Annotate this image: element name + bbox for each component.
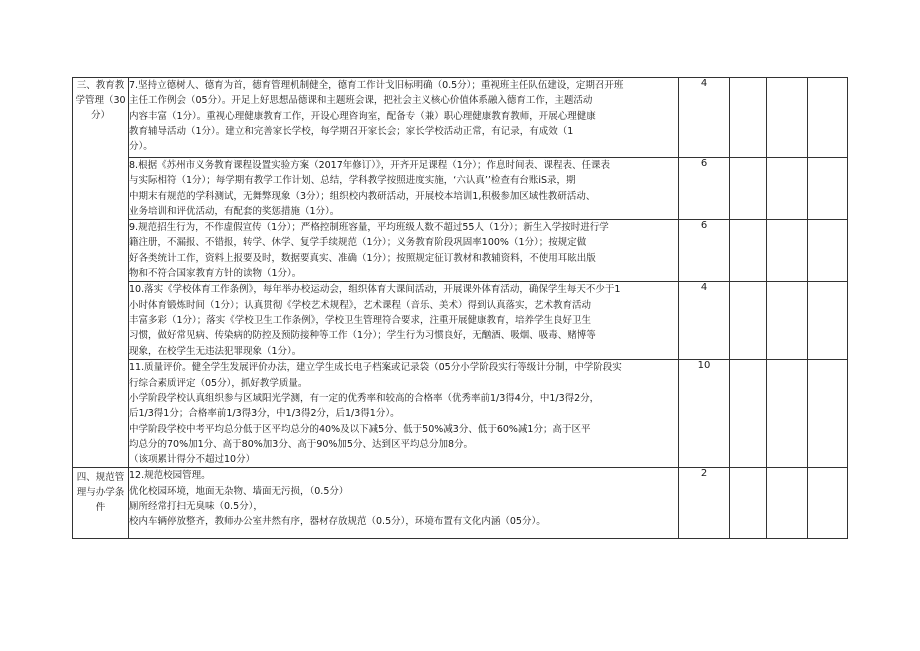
criteria-line: 现象，在校学生无违法犯罪现象（1分）。 — [129, 345, 302, 357]
criteria-line: 物和不符合国家教育方针的读物（1分）。 — [129, 268, 302, 280]
criteria-line: 优化校园环境，地面无杂物、墙面无污损，（0.5分） — [129, 485, 349, 497]
criteria-cell — [129, 282, 679, 360]
criteria-line: （该项累计得分不超过10分） — [129, 454, 256, 466]
blank-cell-1 — [730, 468, 767, 539]
criteria-line: 内容丰富（1分）。重视心理健康教育工作，开设心理咨询室，配备专（兼）职心理健康教育教师，开展心理健康 — [129, 110, 596, 122]
criteria-line: 分）。 — [129, 141, 153, 153]
criteria-line: 后1/3得1分；合格率前1/3得3分，中1/3得2分，后1/3得1分）。 — [129, 408, 400, 420]
criteria-line: 9.规范招生行为，不作虚假宣传（1分）；严格控制班容量，平均班级人数不超过55人（1分）；新生入学按时进行学 — [129, 222, 609, 234]
criteria-line: 籍注册，不漏报、不错报，转学、休学、复学手续规范（1分）；义务教育阶段巩固率100%（1分）；按规定做 — [129, 237, 587, 249]
criteria-line: 8.根据《苏州市义务教育课程设置实验方案（2017年修订）》，开齐开足课程（1分）；作息时间表、课程表、任课表 — [129, 160, 611, 171]
table-row — [73, 282, 848, 360]
score-cell: 6 — [679, 220, 730, 282]
score-cell: 4 — [679, 282, 730, 360]
table-row — [73, 360, 848, 468]
category-label: 三、教育教学管理（30分） — [75, 80, 126, 121]
criteria-line: 与实际相符（1分）；每学期有教学工作计划、总结，学科教学按照进度实施，‘六认真’’检查有台账iS录，期 — [129, 175, 576, 187]
criteria-line: 厕所经常打扫无臭味（0.5分）， — [129, 501, 263, 513]
blank-cell-1 — [730, 282, 767, 360]
blank-cell-1 — [730, 360, 767, 468]
criteria-line: 12.规范校园管理。 — [129, 470, 211, 482]
category-standard-management — [73, 468, 129, 539]
evaluation-table — [72, 77, 848, 539]
criteria-line: 小时体育锻炼时间（1分）；认真贯彻《学校艺术规程》，艺术课程（音乐、美术）得到认真落实，艺术教育活动 — [129, 299, 592, 311]
category-teaching-management — [73, 78, 129, 468]
table-row — [73, 78, 848, 158]
blank-cell-2 — [767, 282, 808, 360]
blank-cell-2 — [767, 220, 808, 282]
criteria-line: 行综合素质评定（05分），抓好教学质量。 — [129, 377, 308, 389]
criteria-line: 主任工作例会（05分）。开足上好思想品德课和主题班会课，把社会主义核心价值体系融入德育工作，主题活动 — [129, 95, 593, 107]
criteria-cell — [129, 360, 679, 468]
table-row — [73, 220, 848, 282]
criteria-line: 教育辅导活动（1分）。建立和完善家长学校，每学期召开家长会；家长学校活动正常，有记录，有成效（1 — [129, 125, 574, 137]
score-cell: 10 — [679, 360, 730, 468]
blank-cell-3 — [808, 360, 848, 468]
blank-cell-2 — [767, 468, 808, 539]
category-label: 四、规范管理与办学条件 — [76, 472, 125, 514]
criteria-line: 习惯，做好常见病、传染病的防控及预防接种等工作（1分）；学生行为习惯良好，无酗酒、吸烟、吸毒、赌博等 — [129, 330, 596, 342]
criteria-line: 好各类统计工作，资料上报要及时，数据要真实、准确（1分）；按照规定征订教材和教辅资料，不使用耳眩出版 — [129, 252, 596, 264]
criteria-line: 中学阶段学校中考平均总分低于区平均总分的40%及以下减5分、低于50%减3分、低于60%减1分；高于区平 — [129, 423, 591, 435]
blank-cell-1 — [730, 78, 767, 158]
criteria-line: 7.坚持立德树人、德育为首，德育管理机制健全，德育工作计戈旧标明确（0.5分）；重视班主任队伍建设，定期召开班 — [129, 80, 624, 91]
criteria-line: 校内车辆停放整齐，教师办公室井然有序，器材存放规范（0.5分），环境布置有文化内涵（05分）。 — [129, 516, 546, 528]
criteria-line: 小学阶段学校认真组织参与区域阳光学测，有一定的优秀率和较高的合格率（优秀率前1/3得4分，中1/3得2分， — [129, 392, 600, 404]
blank-cell-3 — [808, 78, 848, 158]
criteria-line: 中期末有规范的学科测试，无舞弊现象（3分）；组织校内教研活动，开展校本培训1,积极参加区域性教研活动、 — [129, 190, 596, 202]
criteria-cell — [129, 78, 679, 158]
criteria-line: 丰富多彩（1分）；落实《学校卫生工作条例》，学校卫生管理符合要求，注重开展健康教育，培养学生良好卫生 — [129, 314, 592, 326]
blank-cell-1 — [730, 220, 767, 282]
criteria-cell — [129, 158, 679, 220]
blank-cell-1 — [730, 158, 767, 220]
blank-cell-2 — [767, 78, 808, 158]
score-cell: 2 — [679, 468, 730, 539]
score-cell: 6 — [679, 158, 730, 220]
criteria-cell — [129, 468, 679, 539]
table-row — [73, 468, 848, 539]
blank-cell-3 — [808, 282, 848, 360]
blank-cell-3 — [808, 468, 848, 539]
blank-cell-3 — [808, 158, 848, 220]
criteria-line: 10.落实《学校体育工作条例》，每年举办校运动会，组织体育大课间活动，开展课外体育活动，确保学生每天不少于1 — [129, 284, 621, 296]
blank-cell-2 — [767, 360, 808, 468]
score-cell: 4 — [679, 78, 730, 158]
criteria-line: 11.质量评价。健全学生发展评价办法，建立学生成长电子档案或记录袋（05分小学阶段实行等级计分制，中学阶段实 — [129, 362, 622, 374]
criteria-cell — [129, 220, 679, 282]
blank-cell-2 — [767, 158, 808, 220]
table-row — [73, 158, 848, 220]
criteria-line: 业务培训和评优活动，有配套的奖惩措施（1分）。 — [129, 205, 340, 217]
blank-cell-3 — [808, 220, 848, 282]
criteria-line: 均总分的70%加1分、高于80%加3分、高于90%加5分、达到区平均总分加8分。 — [129, 438, 474, 450]
